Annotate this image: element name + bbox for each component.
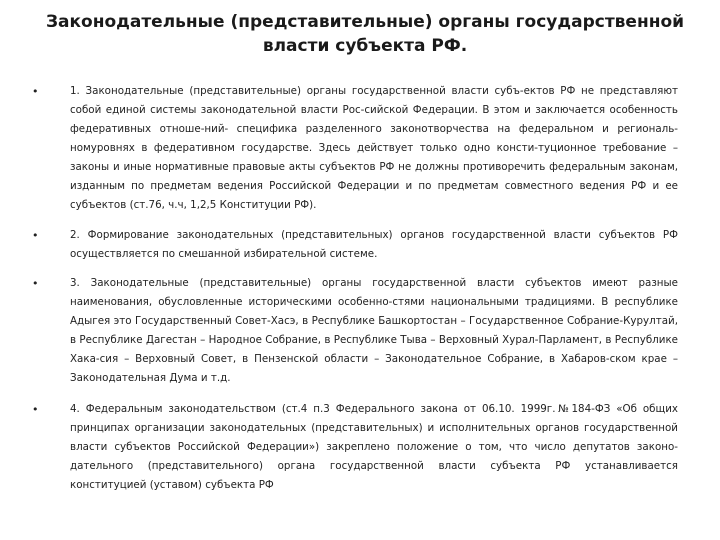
list-item — [32, 400, 678, 495]
list-item — [32, 274, 678, 388]
bullet-icon: • — [32, 403, 39, 416]
list-item — [32, 82, 678, 215]
item-text: 4. Федеральным законодательством (ст.4 п.3 Федерального закона от 06.10. 1999г.№184-ФЗ «Об общих принципах организации законодательных (представительных) и исполнительных органов государственной власти субъектов Российской Федерации») закреплено положение о том, что число депутатов законо-дательного (представительного) органа государственной власти субъекта РФ устанавливается конституцией (уставом) субъекта РФ — [70, 403, 678, 491]
slide-title: Законодательные (представительные) органы государственной власти субъекта РФ. — [45, 12, 685, 56]
bullet-icon: • — [32, 85, 39, 98]
item-text: 1. Законодательные (представительные) органы государственной власти субъ-ектов РФ не представляют собой единой системы законодательной власти Рос-сийской Федерации. В этом и заключается особенность федеративных отноше-ний- специфика разделенного законотворчества на федеральном и региональ-номуровнях в федеративном государстве. Здесь действует только одно консти-туционное требование – законы и иные нормативные правовые акты субъектов РФ не должны противоречить федеральным законам, изданным по предметам ведения Российской Федерации и по предметам совместного ведения РФ и ее субъектов (ст.76, ч.ч, 1,2,5 Конституции РФ). — [70, 85, 678, 211]
bullet-icon: • — [32, 277, 39, 290]
item-text: 2. Формирование законодательных (представительных) органов государственной власти субъектов РФ осуществляется по смешанной избирательной системе. — [70, 229, 678, 260]
item-text: 3. Законодательные (представительные) органы государственной власти субъектов имеют разные наименования, обусловленные историческими особенно-стями национальными традициями. В республике Адыгея это Государственный Совет-Хасэ, в Республике Башкортостан – Государственное Собрание-Курултай, в Республике Дагестан – Народное Собрание, в Республике Тыва – Верховный Хурал-Парламент, в Республике Хака-сия – Верховный Совет, в Пензенской области – Законодательное Собрание, в Хабаров-ском крае – Законодательная Дума и т.д. — [70, 277, 678, 384]
bullet-list — [32, 82, 678, 495]
list-item — [32, 226, 678, 264]
bullet-icon: • — [32, 229, 39, 242]
